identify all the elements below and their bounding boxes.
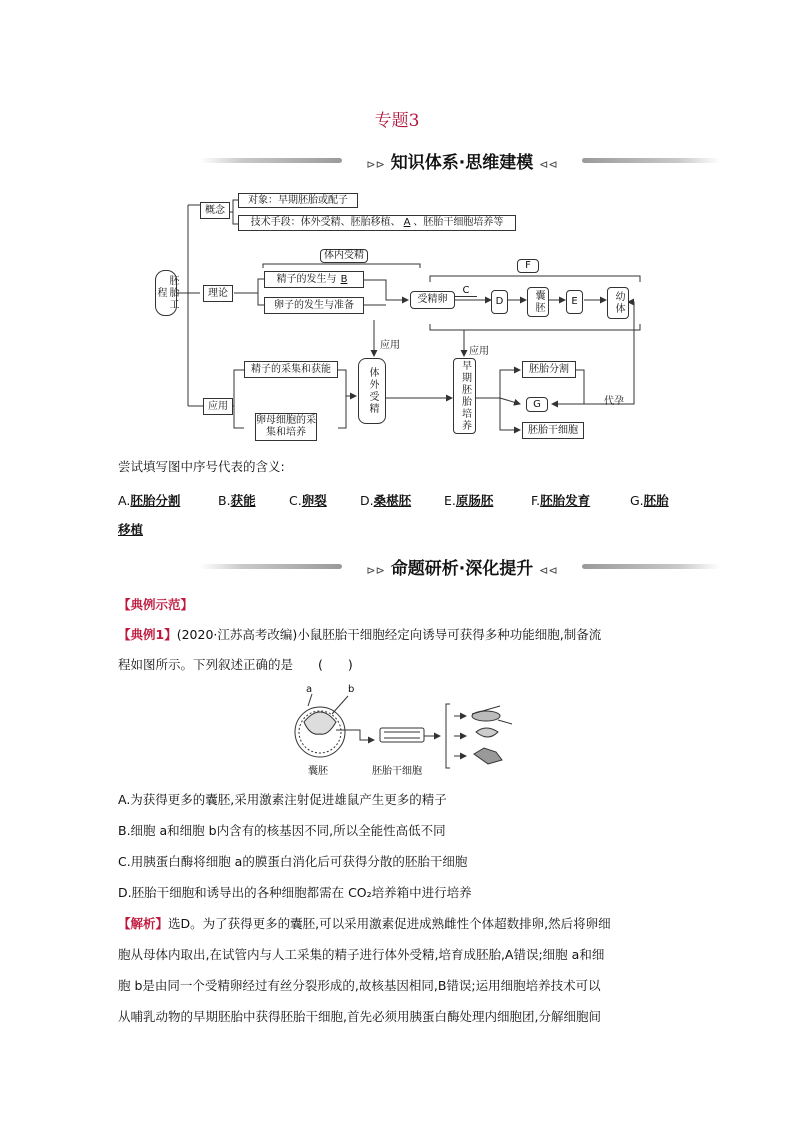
double-arrow-left-icon: ⊲⊲	[539, 158, 558, 171]
analysis-tag: 【解析】	[118, 916, 169, 931]
blank-E: E	[566, 290, 583, 314]
theory-node: 理论	[203, 285, 233, 302]
analysis-line-3: 胞 b是由同一个受精卵经过有丝分裂形成的,故核基因相同,B错误;运用细胞培养技术可以	[118, 978, 601, 993]
analysis-line-4: 从哺乳动物的早期胚胎中获得胚胎干细胞,首先必须用胰蛋白酶处理内细胞团,分解细胞间	[118, 1009, 601, 1024]
early-culture-node: 早期胚胎培养	[453, 358, 476, 434]
banner-left-bar	[200, 564, 342, 569]
blank-D: D	[491, 290, 508, 314]
split-node: 胚胎分割	[522, 361, 576, 378]
example-tag: 【典例1】	[118, 627, 177, 642]
fetus-node: 幼体	[607, 287, 629, 319]
answer-C: C.卵裂	[289, 493, 327, 508]
sperm-dev-node	[264, 271, 364, 288]
blastocyst-node: 囊胚	[527, 287, 549, 317]
technique-node	[238, 215, 516, 231]
double-arrow-right-icon: ⊳⊳	[366, 158, 385, 171]
figure-drawing	[290, 684, 530, 776]
analysis-line-1	[118, 914, 611, 932]
answer-G-continued: 移植	[118, 522, 144, 537]
technique-prefix: 技术手段：体外受精、胚胎移植、	[250, 217, 401, 228]
answer-E: E.原肠胚	[444, 493, 494, 508]
blastocyst-figure	[290, 684, 530, 776]
blank-A: A	[403, 217, 411, 228]
answer-D: D.桑椹胚	[360, 493, 412, 508]
option-D: D.胚胎干细胞和诱导出的各种细胞都需在 CO₂培养箱中进行培养	[118, 885, 472, 900]
section-title-text: 命题研析·深化提升	[390, 559, 534, 579]
option-B: B.细胞 a和细胞 b内含有的核基因不同,所以全能性高低不同	[118, 823, 446, 838]
technique-suffix: 、胚胎干细胞培养等	[413, 217, 504, 228]
ivf-node: 体外受精	[358, 358, 386, 424]
section-banner-analysis	[200, 554, 720, 578]
label-es-cell: 胚胎干细胞	[372, 766, 422, 776]
analysis-text-1: 选D。为了获得更多的囊胚,可以采用激素促进成熟雌性个体超数排卵,然后将卵细	[168, 916, 611, 931]
in-vivo-node: 体内受精	[320, 249, 368, 263]
blank-G: G	[526, 397, 548, 412]
label-blastocyst: 囊胚	[308, 766, 328, 776]
answer-B: B.获能	[218, 493, 256, 508]
surrogate-label: 代孕	[604, 396, 624, 407]
example-text-1: (2020·江苏高考改编)小鼠胚胎干细胞经定向诱导可获得多种功能细胞,制备流	[176, 627, 602, 642]
concept-node: 概念	[200, 202, 230, 219]
answer-G: G.胚胎	[630, 493, 669, 508]
egg-dev-node: 卵子的发生与准备	[264, 297, 364, 314]
root-node: 胚胎工程	[155, 270, 177, 316]
concept-map	[0, 0, 794, 450]
zygote-node: 受精卵	[410, 291, 455, 309]
analysis-line-2: 胞从母体内取出,在试管内与人工采集的精子进行体外受精,培育成胚胎,A错误;细胞 a和细	[118, 947, 605, 962]
example-header: 【典例示范】	[118, 597, 194, 612]
section-title-text: 知识体系·思维建模	[390, 153, 534, 173]
double-arrow-left-icon: ⊲⊲	[539, 564, 558, 577]
prompt-text: 尝试填写图中序号代表的含义:	[118, 459, 285, 474]
blank-B: B	[340, 273, 348, 285]
option-A: A.为获得更多的囊胚,采用激素注射促进雄鼠产生更多的精子	[118, 792, 447, 807]
example-line-1	[118, 625, 601, 643]
application-node: 应用	[203, 398, 233, 415]
banner-right-bar	[582, 564, 720, 569]
double-arrow-right-icon: ⊳⊳	[366, 564, 385, 577]
blank-F: F	[517, 259, 539, 273]
sperm-collect-node: 精子的采集和获能	[244, 361, 338, 378]
label-b: b	[348, 684, 355, 695]
answer-A: A.胚胎分割	[118, 493, 181, 508]
sperm-dev-text: 精子的发生与	[276, 273, 337, 285]
section-title	[348, 554, 576, 579]
option-C: C.用胰蛋白酶将细胞 a的膜蛋白消化后可获得分散的胚胎干细胞	[118, 854, 468, 869]
blank-C: C	[455, 285, 477, 297]
egg-collect-node: 卵母细胞的采集和培养	[255, 413, 317, 441]
es-cell-node: 胚胎干细胞	[522, 422, 584, 439]
page-title: 专题3	[374, 111, 420, 131]
label-a: a	[306, 684, 313, 695]
example-line-2: 程如图所示。下列叙述正确的是 ( )	[118, 657, 353, 672]
answer-F: F.胚胎发育	[531, 493, 591, 508]
apply-label-2: 应用	[469, 346, 489, 357]
apply-label-1: 应用	[380, 340, 400, 351]
object-node: 对象：早期胚胎或配子	[238, 193, 358, 208]
